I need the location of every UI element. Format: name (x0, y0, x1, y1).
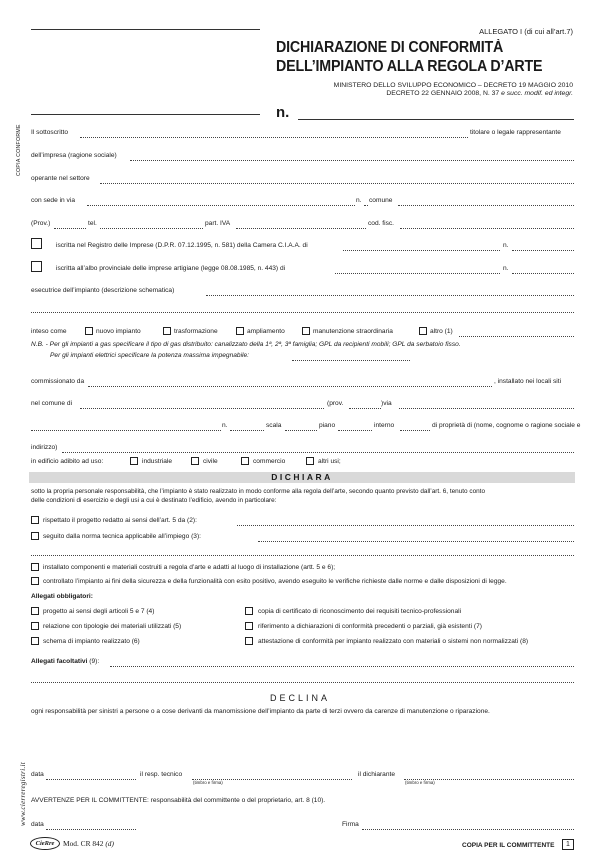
allegato-riferimento-checkbox[interactable] (245, 622, 253, 630)
label-nel-comune: nel comune di (31, 400, 73, 407)
norma-field-2[interactable] (31, 555, 574, 556)
via-field[interactable] (87, 205, 355, 206)
label-comune: comune (369, 197, 393, 204)
label-n-2: n. (222, 422, 228, 429)
civico-field[interactable] (364, 205, 368, 206)
subtitle-modif: e succ. modif. ed integr. (501, 90, 573, 97)
nb-gas: N.B. - Per gli impianti a gas specificare il tipo di gas distribuito: canalizzato della 1ª, 2ª, 3ª famiglia; GPL da recipienti mobili; GPL da serbatoio fisso. (31, 341, 461, 348)
n-2-field[interactable] (230, 430, 264, 431)
header-line-bottom (31, 114, 260, 115)
page-number-box (562, 839, 574, 850)
number-label: n. (276, 104, 290, 121)
albo-city-field[interactable] (335, 273, 500, 274)
subtitle-line1: MINISTERO DELLO SVILUPPO ECONOMICO – DECRETO 19 MAGGIO 2010 (333, 82, 573, 89)
comune-field[interactable] (398, 205, 574, 206)
label-norma: seguito dalla norma tecnica applicabile all’impiego (3): (43, 533, 201, 540)
altro-field[interactable] (459, 336, 574, 337)
subtitle-line2 (386, 90, 573, 98)
label-componenti: installato componenti e materiali costruiti a regola d’arte e adatti al luogo di installazione (artt. 5 e 6); (43, 564, 336, 571)
side-brand-url: www.cierreregistri.it (19, 762, 27, 826)
commissionato-field[interactable] (88, 386, 492, 387)
registro-city-field[interactable] (343, 250, 500, 251)
allegato-schema-checkbox[interactable] (31, 637, 39, 645)
label-registro-n: n. (503, 242, 509, 249)
prov-2-field[interactable] (349, 408, 381, 409)
industriale-checkbox[interactable] (130, 457, 138, 465)
label-impresa: dell’impresa (ragione sociale) (31, 152, 117, 159)
civile-checkbox[interactable] (191, 457, 199, 465)
allegati-facoltativi (31, 658, 99, 666)
label-installato: , installato nei locali siti (494, 378, 562, 385)
subtitle-decree: DECRETO 22 GENNAIO 2008, N. 37 (386, 90, 500, 97)
label-altri-usi: altri usi; (318, 458, 341, 465)
number-field[interactable] (298, 119, 574, 120)
avvertenze: AVVERTENZE PER IL COMMITTENTE: responsabilità del committente o del proprietario, art. 8 (10). (31, 797, 326, 804)
label-codfisc: cod. fisc. (368, 220, 395, 227)
label-industriale: industriale (142, 458, 173, 465)
commercio-checkbox[interactable] (241, 457, 249, 465)
label-controllato: controllato l’impianto ai fini della sicurezza e della funzionalità con esito positivo, avendo eseguito le verifiche richieste dalle norme e dalle disposizioni di legge. (43, 578, 507, 585)
esecutrice-field-2[interactable] (31, 312, 574, 313)
label-allegato-certificato: copia di certificato di riconoscimento dei requisiti tecnico-professionali (258, 608, 462, 615)
indirizzo-field[interactable] (62, 452, 574, 453)
label-titolare: titolare o legale rappresentante (470, 129, 561, 136)
label-firma: Firma (342, 821, 359, 828)
piva-field[interactable] (236, 228, 366, 229)
impresa-field[interactable] (130, 160, 574, 161)
tel-field[interactable] (100, 228, 203, 229)
controllato-checkbox[interactable] (31, 577, 39, 585)
progetto-field[interactable] (237, 525, 574, 526)
declina-heading: DECLINA (269, 693, 330, 703)
registro-n-field[interactable] (512, 250, 574, 251)
label-allegato-riferimento: riferimento a dichiarazioni di conformità precedenti o parziali, già esistenti (7) (258, 623, 482, 630)
piano-field[interactable] (338, 430, 372, 431)
label-altro: altro (1) (430, 328, 453, 335)
label-commercio: commercio (253, 458, 286, 465)
label-allegato-attestazione: attestazione di conformità per impianto realizzato con materiali o sistemi non normalizzati (8) (258, 638, 529, 645)
label-resp-tecnico: il resp. tecnico (140, 771, 183, 778)
norma-checkbox[interactable] (31, 532, 39, 540)
progetto-checkbox[interactable] (31, 516, 39, 524)
allegati-facoltativi-note: (9): (89, 658, 100, 665)
label-registro: iscritta nel Registro delle Imprese (D.P.R. 07.12.1995, n. 581) della Camera C.I.A.A. di (56, 242, 308, 249)
label-civile: civile (203, 458, 218, 465)
manutenzione-checkbox[interactable] (302, 327, 310, 335)
norma-field[interactable] (258, 541, 574, 542)
label-via: )via (381, 400, 392, 407)
via-continuation-field[interactable] (31, 430, 221, 431)
potenza-field[interactable] (292, 360, 410, 361)
document-title-line2: DELL’IMPIANTO ALLA REGOLA D’ARTE (276, 58, 543, 75)
label-manutenzione: manutenzione straordinaria (313, 328, 393, 335)
cierre-logo-text: CieRre (35, 840, 55, 847)
label-nuovo-impianto: nuovo impianto (96, 328, 141, 335)
label-allegato-schema: schema di impianto realizzato (6) (43, 638, 140, 645)
data-1-field[interactable] (46, 779, 136, 780)
label-piva: part. IVA (205, 220, 231, 227)
label-piano: piano (319, 422, 336, 429)
allegato-attestazione-checkbox[interactable] (245, 637, 253, 645)
label-indirizzo: indirizzo) (31, 444, 58, 451)
label-allegato-progetto: progetto ai sensi degli articoli 5 e 7 (4) (43, 608, 155, 615)
scala-field[interactable] (285, 430, 317, 431)
dichiara-heading: DICHIARA (271, 472, 333, 482)
model-code (63, 840, 114, 848)
via-2-field[interactable] (399, 408, 574, 409)
label-scala: scala (266, 422, 282, 429)
label-civico: n. (356, 197, 362, 204)
facoltativi-field[interactable] (110, 666, 574, 667)
label-prov-2: (prov. (327, 400, 344, 407)
componenti-checkbox[interactable] (31, 563, 39, 571)
dichiara-banner (29, 472, 575, 483)
allegato-label: ALLEGATO I (di cui all’art.7) (479, 27, 573, 36)
sottoscritto-field[interactable] (80, 137, 468, 138)
label-progetto: rispettato il progetto redatto ai sensi dell’art. 5 da (2): (43, 517, 197, 524)
allegato-certificato-checkbox[interactable] (245, 607, 253, 615)
page-number: 1 (566, 841, 570, 848)
nel-comune-field[interactable] (80, 408, 324, 409)
declina-text: ogni responsabilità per sinistri a persone o a cose derivanti da manomissione dell’impianto da parte di terzi ovvero da carenze di manutenzione o riparazione. (31, 708, 490, 715)
nb-elettrici: Per gli impianti elettrici specificare la potenza massima impegnabile: (50, 352, 250, 359)
cierre-logo (30, 837, 60, 850)
nuovo-impianto-checkbox[interactable] (85, 327, 93, 335)
label-timbro-1: (timbro e firma) (193, 780, 223, 785)
label-adibito: in edificio adibito ad uso: (31, 458, 104, 465)
settore-field[interactable] (100, 183, 574, 184)
header-line-top (31, 29, 260, 30)
model-code-suffix: (d) (105, 839, 114, 848)
allegati-heading: Allegati obbligatori: (31, 593, 93, 600)
interno-field[interactable] (400, 430, 430, 431)
albo-checkbox[interactable] (31, 261, 42, 272)
dichiara-intro-1: sotto la propria personale responsabilità, che l’impianto è stato realizzato in modo conforme alla regola dell’arte, secondo quanto previsto dall’art. 6, tenuto conto (31, 488, 486, 495)
registro-checkbox[interactable] (31, 238, 42, 249)
albo-n-field[interactable] (512, 273, 574, 274)
ampliamento-checkbox[interactable] (236, 327, 244, 335)
allegato-progetto-checkbox[interactable] (31, 607, 39, 615)
label-prov: (Prov.) (31, 220, 51, 227)
data-2-field[interactable] (46, 829, 136, 830)
dichiara-intro-2: delle condizioni di esercizio e degli usi a cui è destinato l’edificio, avendo in particolare: (31, 497, 277, 504)
altro-checkbox[interactable] (419, 327, 427, 335)
prov-field[interactable] (54, 228, 86, 229)
copy-label: COPIA PER IL COMMITTENTE (462, 842, 555, 849)
label-interno: interno (374, 422, 395, 429)
label-data-2: data (31, 821, 44, 828)
label-commissionato: commissionato da (31, 378, 85, 385)
label-sede: con sede in via (31, 197, 75, 204)
model-code-text: Mod. CR 842 (63, 839, 104, 848)
firma-field[interactable] (362, 829, 574, 830)
label-settore: operante nel settore (31, 175, 90, 182)
esecutrice-field[interactable] (206, 295, 574, 296)
label-albo-n: n. (503, 265, 509, 272)
codfisc-field[interactable] (400, 228, 574, 229)
trasformazione-checkbox[interactable] (163, 327, 171, 335)
label-dichiarante: il dichiarante (358, 771, 396, 778)
allegati-facoltativi-label: Allegati facoltativi (31, 658, 88, 665)
label-esecutrice: esecutrice dell’impianto (descrizione schematica) (31, 287, 175, 294)
label-timbro-2: (timbro e firma) (405, 780, 435, 785)
facoltativi-field-2[interactable] (31, 682, 574, 683)
label-proprieta: di proprietà di (nome, cognome o ragione sociale e (432, 422, 581, 429)
label-trasformazione: trasformazione (174, 328, 218, 335)
label-ampliamento: ampliamento (247, 328, 285, 335)
side-copia-conforme: COPIA CONFORME (16, 124, 22, 176)
label-tel: tel. (88, 220, 97, 227)
allegato-relazione-checkbox[interactable] (31, 622, 39, 630)
altri-usi-checkbox[interactable] (306, 457, 314, 465)
label-data-1: data (31, 771, 44, 778)
label-albo: iscritta all’albo provinciale delle imprese artigiane (legge 08.08.1985, n. 443) di (56, 265, 286, 272)
label-allegato-relazione: relazione con tipologie dei materiali utilizzati (5) (43, 623, 182, 630)
label-sottoscritto: Il sottoscritto (31, 129, 69, 136)
label-inteso: inteso come (31, 328, 67, 335)
document-title-line1: DICHIARAZIONE DI CONFORMITÀ (276, 39, 504, 56)
